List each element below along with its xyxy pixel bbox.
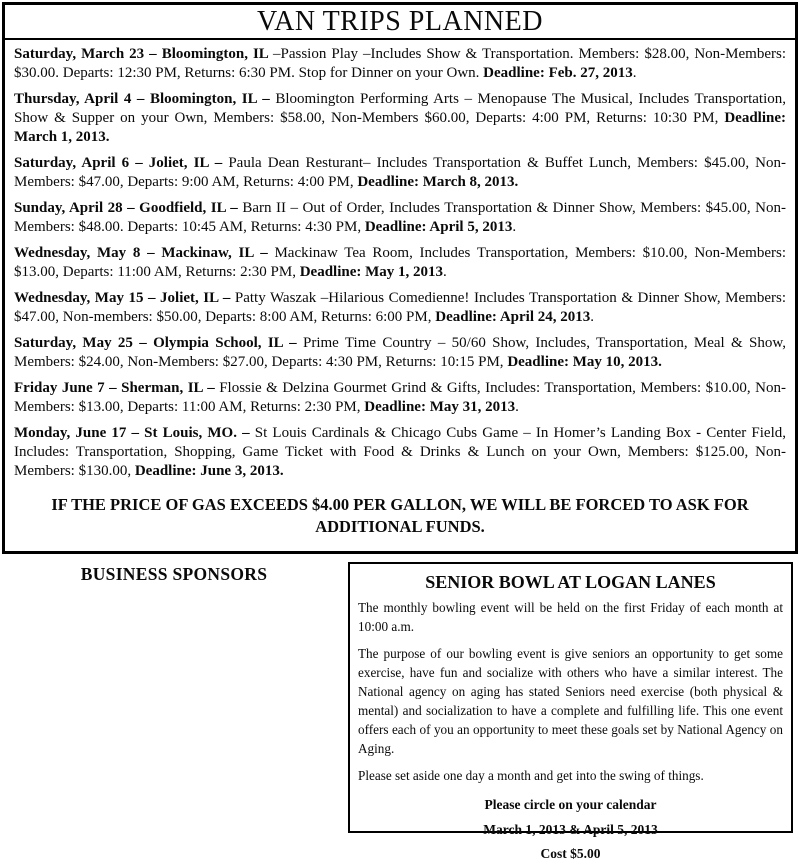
trip-lead: Wednesday, May 8 – Mackinaw, IL – (14, 245, 275, 261)
trip-deadline: Deadline: May 10, 2013. (507, 354, 662, 370)
senior-bowl-paragraphs (358, 598, 783, 785)
trip-deadline: Deadline: March 8, 2013. (357, 174, 519, 190)
trip-deadline: Deadline: May 31, 2013 (364, 399, 516, 415)
trip-entry (14, 244, 786, 282)
trip-entry (14, 45, 786, 83)
senior-bowl-centered-line: Cost $5.00 (540, 846, 601, 861)
trip-body: Flossie & Delzina Gourmet Grind & Gifts, Includes: Transportation, Members: $10.00, Non-Members: $13.00, Departs: 11:00 AM, Returns: 2:30 PM, (14, 380, 786, 415)
trip-body: Patty Waszak –Hilarious Comedienne! Includes Transportation & Dinner Show, Members: $47.00, Non-members: $50.00, Departs: 8:00 AM, Returns: 6:00 PM, (14, 290, 786, 325)
senior-bowl-centered-lines (358, 793, 783, 867)
trip-body: Bloomington Performing Arts – Menopause The Musical, Includes Transportation, Show & Supper on your Own, Members: $58.00, Non-Members $60.00, Departs: 4:00 PM, Returns: 10:30 PM, (14, 91, 786, 126)
trip-deadline: Deadline: June 3, 2013. (134, 463, 284, 479)
trip-entry (14, 90, 786, 147)
senior-bowl-paragraph: Please set aside one day a month and get into the swing of things. (358, 768, 704, 783)
trip-entry (14, 379, 786, 417)
trip-deadline: Deadline: May 1, 2013 (299, 264, 444, 280)
trip-lead: Thursday, April 4 – Bloomington, IL – (14, 91, 276, 107)
van-trips-box (2, 2, 798, 554)
trip-body: Mackinaw Tea Room, Includes Transportation, Members: $10.00, Non-Members: $13.00, Departs: 11:00 AM, Returns: 2:30 PM, (14, 245, 786, 280)
trip-tail: . (512, 219, 517, 235)
trip-entry (14, 154, 786, 192)
trip-lead: Saturday, April 6 – Joliet, IL – (14, 155, 229, 171)
trip-lead: Saturday, May 25 – Olympia School, IL – (14, 335, 303, 351)
trip-lead: Monday, June 17 – St Louis, MO. – (14, 425, 255, 441)
senior-bowl-title: SENIOR BOWL AT LOGAN LANES (425, 572, 716, 592)
trip-lead: Friday June 7 – Sherman, IL – (14, 380, 220, 396)
trip-body: Paula Dean Resturant– Includes Transportation & Buffet Lunch, Members: $45.00, Non-Members: $47.00, Departs: 9:00 AM, Returns: 4:00 PM, (14, 155, 786, 190)
gas-price-warning: IF THE PRICE OF GAS EXCEEDS $4.00 PER GALLON, WE WILL BE FORCED TO ASK FOR ADDITIONAL FUNDS. (51, 495, 749, 536)
senior-bowl-centered-line: Please circle on your calendar (484, 797, 657, 812)
bottom-section (0, 558, 800, 861)
trip-lead: Wednesday, May 15 – Joliet, IL – (14, 290, 235, 306)
trip-deadline: Deadline: April 24, 2013 (435, 309, 591, 325)
trip-deadline: Deadline: April 5, 2013 (364, 219, 513, 235)
trip-deadline: Deadline: March 1, 2013. (14, 110, 786, 145)
trip-lead: Saturday, March 23 – Bloomington, IL (14, 46, 273, 62)
trip-body: –Passion Play –Includes Show & Transportation. Members: $28.00, Non-Members: $30.00. Departs: 12:30 PM, Returns: 6:30 PM. Stop for Dinner on your Own. (14, 46, 786, 81)
trip-tail: . (632, 65, 637, 81)
business-sponsors-heading: BUSINESS SPONSORS (80, 564, 268, 584)
trip-lead: Sunday, April 28 – Goodfield, IL – (14, 200, 243, 216)
trip-entry (14, 289, 786, 327)
trip-deadline: Deadline: Feb. 27, 2013 (483, 65, 633, 81)
page-title: VAN TRIPS PLANNED (5, 5, 795, 40)
trip-tail: . (443, 264, 447, 280)
trip-body: Barn II – Out of Order, Includes Transportation & Dinner Show, Members: $45.00, Non-Members: $48.00. Departs: 10:45 AM, Returns: 4:30 PM, (14, 200, 786, 235)
trip-entry (14, 199, 786, 237)
trip-entry (14, 334, 786, 372)
trip-entry (14, 424, 786, 481)
senior-bowl-paragraph: The purpose of our bowling event is give seniors an opportunity to get some exercise, have fun and socialize with others who have a similar interest. The National agency on aging has stated Seniors need exercise (both physical & mental) and socialization to have a complete and fulfilling life. This one event offers each of you an opportunity to meet these goals set by National Agency on Aging. (358, 646, 783, 756)
senior-bowl-box (348, 562, 793, 861)
trip-body: Prime Time Country – 50/60 Show, Includes, Transportation, Meal & Show, Members: $24.00, Non-Members: $27.00, Departs: 4:30 PM, Returns: 10:15 PM, (14, 335, 787, 370)
senior-bowl-paragraph: The monthly bowling event will be held on the first Friday of each month at 10:00 a.m. (358, 600, 783, 634)
senior-bowl-centered-line: March 1, 2013 & April 5, 2013 (483, 821, 658, 837)
trip-body: St Louis Cardinals & Chicago Cubs Game – In Homer’s Landing Box - Center Field, Includes: Transportation, Shopping, Game Ticket with Food & Drinks & Lunch on your Own, Members: $125.00, Non-Members: $130.00, (14, 425, 786, 479)
trip-tail: . (515, 399, 519, 415)
trip-tail: . (590, 309, 594, 325)
trip-list (5, 40, 795, 481)
